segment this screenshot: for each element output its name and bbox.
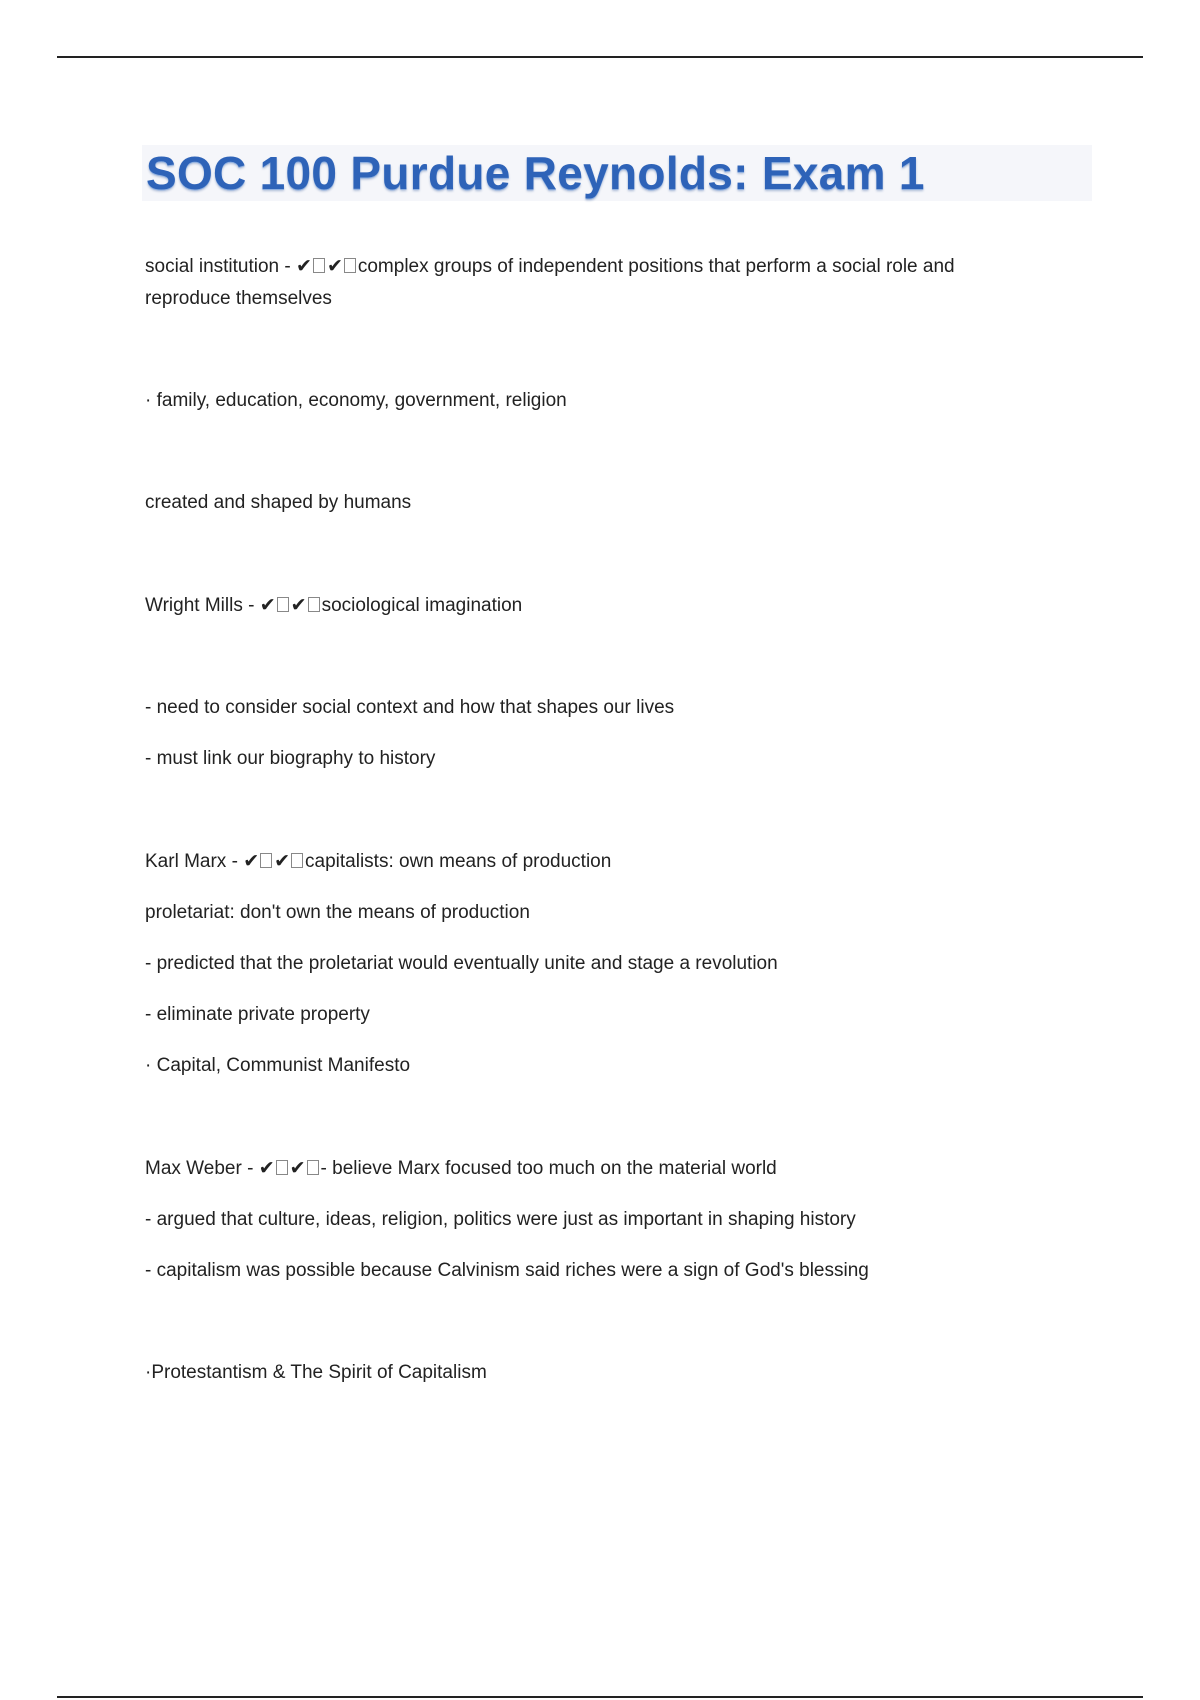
entry-line: - argued that culture, ideas, religion, politics were just as important in shaping history bbox=[145, 1209, 856, 1230]
check-icon: ✔ bbox=[326, 255, 343, 277]
document-body bbox=[145, 250, 1045, 1389]
entry-term: Wright Mills - bbox=[145, 595, 260, 616]
entry-definition: - believe Marx focused too much on the material world bbox=[320, 1158, 777, 1179]
entry-line: · Capital, Communist Manifesto bbox=[145, 1055, 411, 1076]
entry-definition: sociological imagination bbox=[321, 595, 523, 616]
box-icon bbox=[291, 853, 303, 868]
check-icon: ✔ bbox=[290, 594, 307, 616]
bottom-rule bbox=[57, 1696, 1143, 1698]
box-icon bbox=[276, 1160, 288, 1175]
entry-line: - capitalism was possible because Calvinism said riches were a sign of God's blessing bbox=[145, 1260, 869, 1281]
box-icon bbox=[307, 1160, 319, 1175]
document-title: SOC 100 Purdue Reynolds: Exam 1 bbox=[146, 147, 925, 199]
box-icon bbox=[260, 853, 272, 868]
check-icon: ✔ bbox=[274, 850, 291, 872]
box-icon bbox=[308, 597, 320, 612]
entry-line: - must link our biography to history bbox=[145, 748, 436, 769]
entry-line: created and shaped by humans bbox=[145, 492, 412, 513]
check-icon: ✔ bbox=[289, 1157, 306, 1179]
entry-line: · family, education, economy, government, religion bbox=[145, 390, 567, 411]
entry-term: Karl Marx - bbox=[145, 851, 244, 872]
top-rule bbox=[57, 56, 1143, 58]
entry-line: - predicted that the proletariat would eventually unite and stage a revolution bbox=[145, 953, 778, 974]
entry-line: ·Protestantism & The Spirit of Capitalism bbox=[145, 1362, 487, 1383]
check-icon: ✔ bbox=[296, 255, 312, 277]
entry-line: - eliminate private property bbox=[145, 1004, 370, 1025]
check-icon: ✔ bbox=[259, 594, 276, 616]
entry-definition: capitalists: own means of production bbox=[305, 851, 612, 872]
check-icon: ✔ bbox=[243, 850, 260, 872]
entry-line: proletariat: don't own the means of production bbox=[145, 902, 530, 923]
entry-definition: complex groups of independent positions that perform a social role and reproduce themselves bbox=[145, 256, 955, 309]
entry-max-weber bbox=[145, 1152, 1045, 1185]
entry-term: social institution - bbox=[145, 256, 297, 277]
box-icon bbox=[313, 258, 325, 273]
entry-line: - need to consider social context and how that shapes our lives bbox=[145, 697, 675, 718]
entry-social-institution bbox=[145, 250, 1045, 315]
entry-term: Max Weber - bbox=[145, 1158, 259, 1179]
box-icon bbox=[277, 597, 289, 612]
entry-karl-marx bbox=[145, 845, 1045, 878]
box-icon bbox=[344, 258, 356, 273]
check-icon: ✔ bbox=[258, 1157, 275, 1179]
entry-wright-mills bbox=[145, 589, 1045, 622]
